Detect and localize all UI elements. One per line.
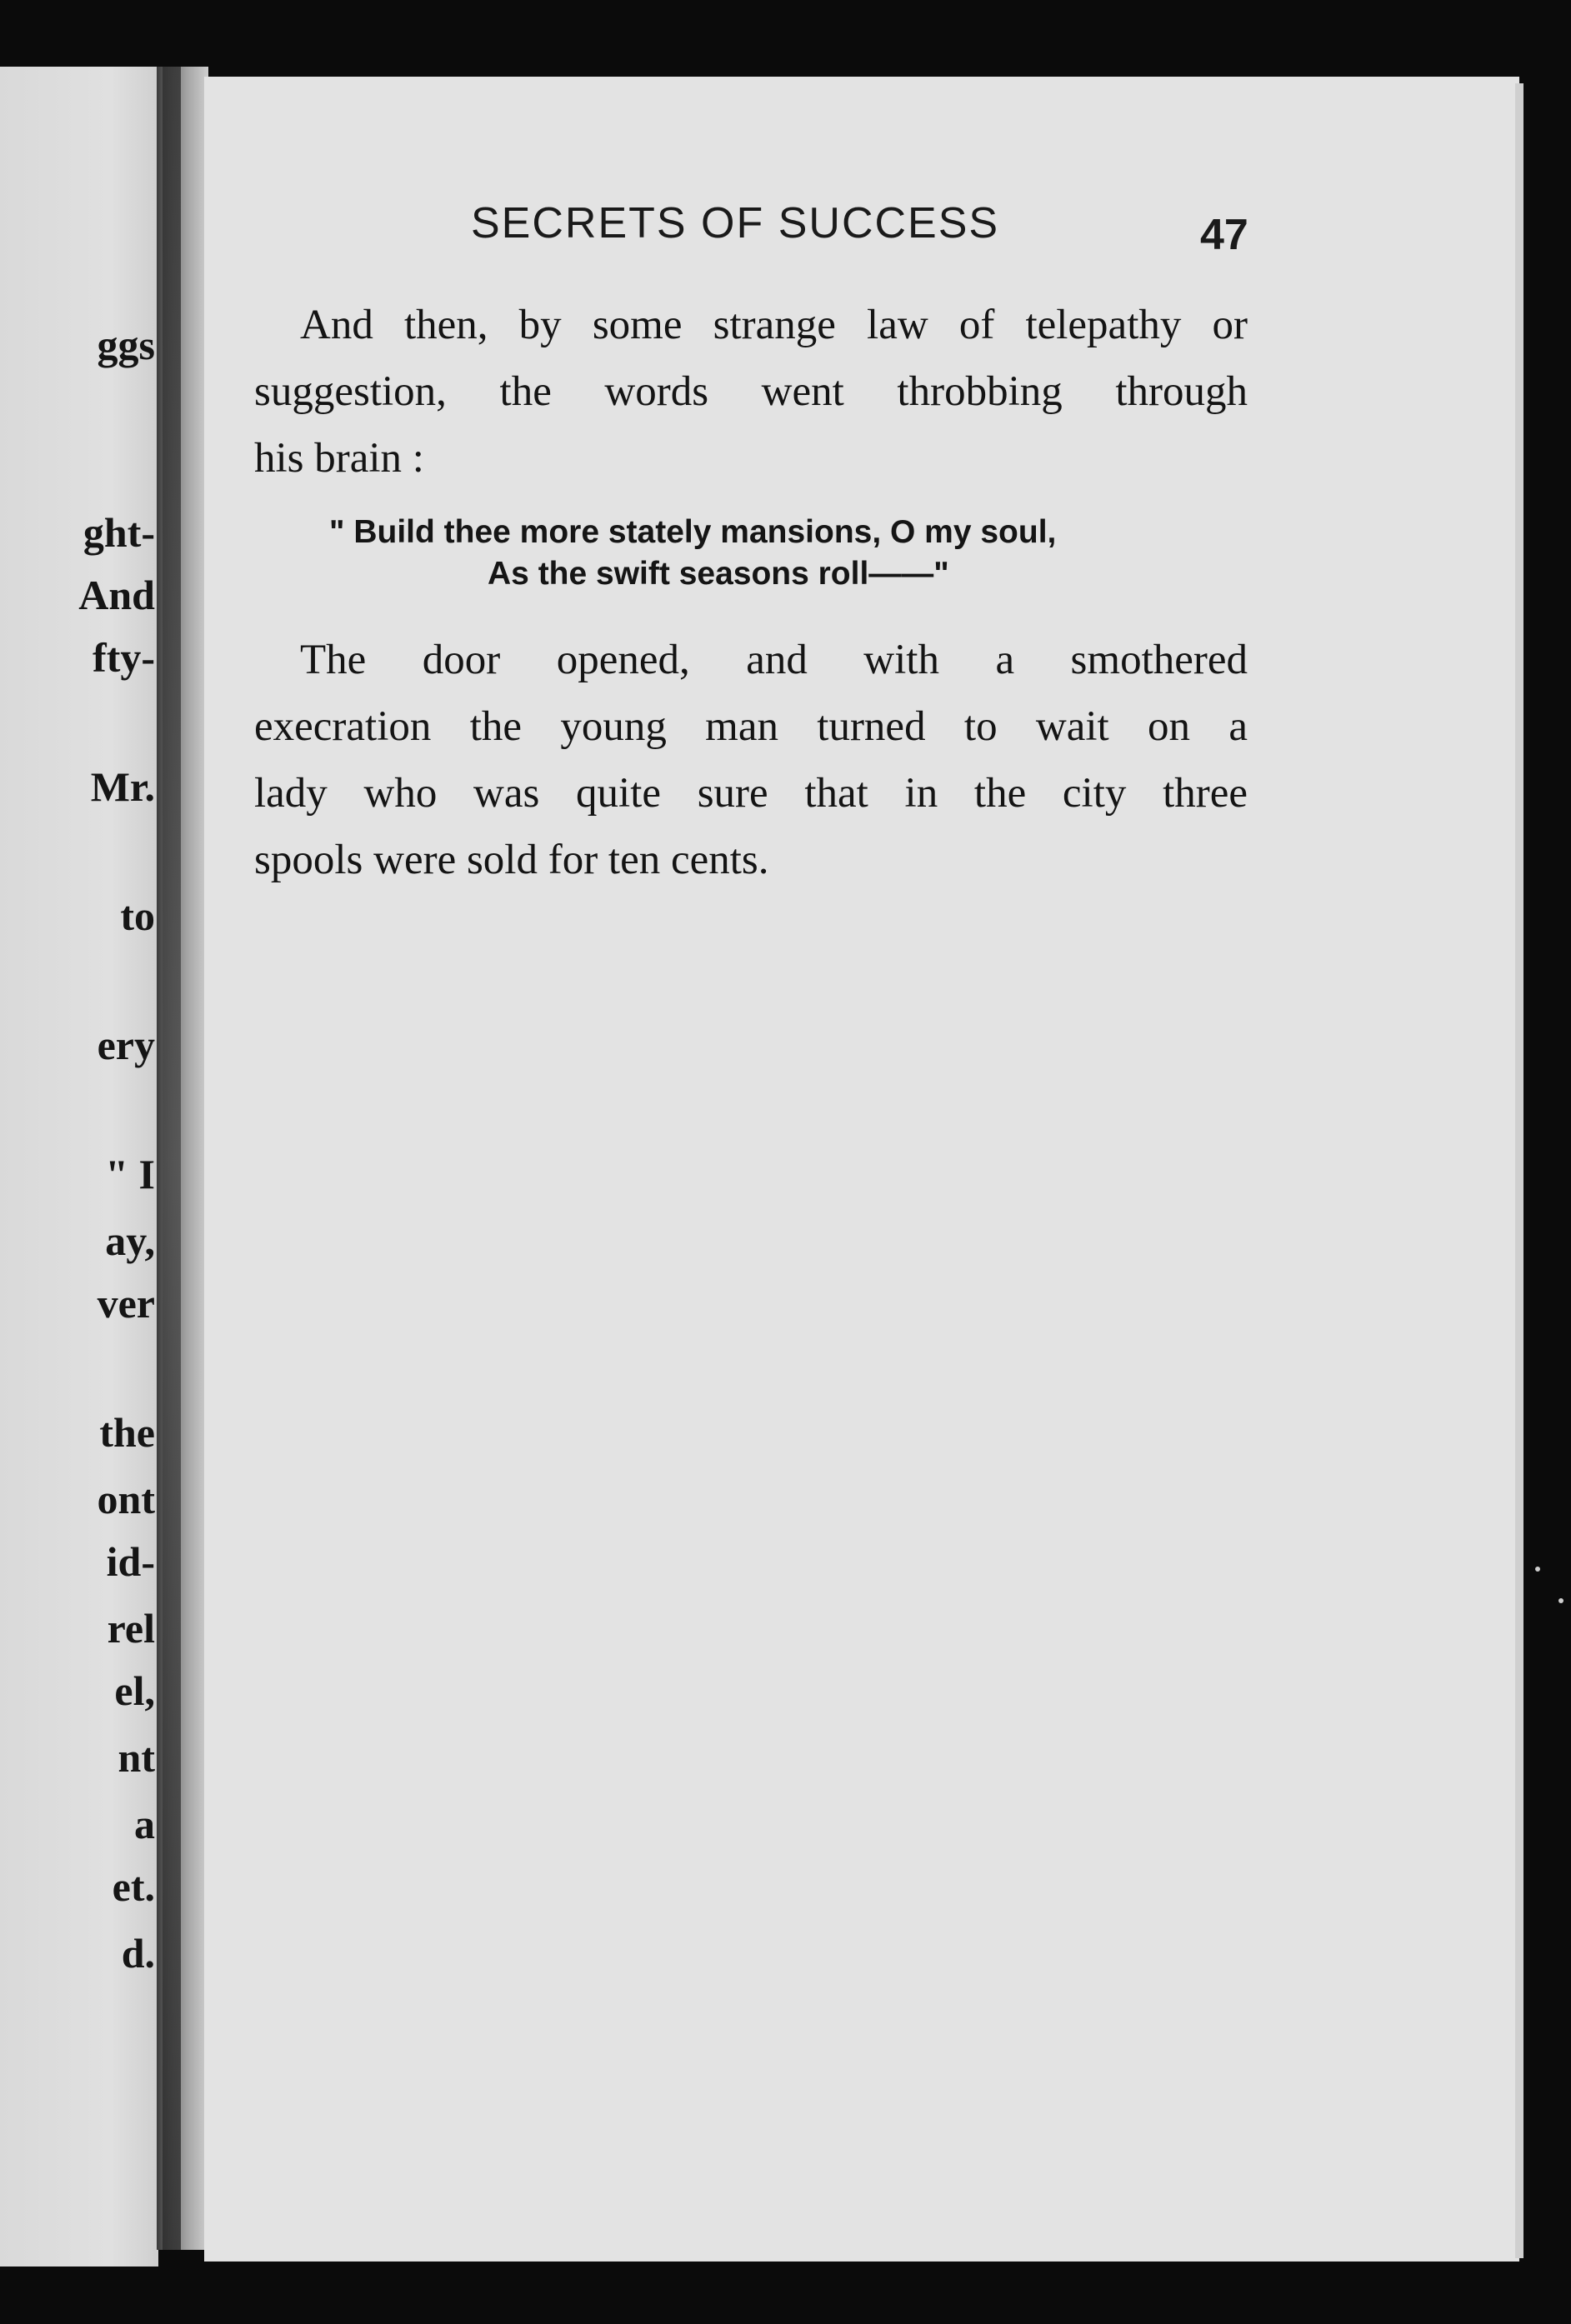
verse-line: " Build thee more stately mansions, O my soul, [329, 514, 1057, 550]
left-fragment-line: a [134, 1801, 155, 1847]
paragraph-line: The door opened, and with a smothered [300, 637, 1248, 683]
scan-speck [1535, 1567, 1540, 1572]
left-fragment-line: And [78, 572, 155, 618]
paragraph-line: lady who was quite sure that in the city three [254, 770, 1248, 817]
running-head: SECRETS OF SUCCESS [471, 199, 1000, 247]
left-fragment-line: ver [97, 1280, 155, 1327]
paragraph-line: his brain : [254, 435, 424, 482]
left-fragment-line: nt [118, 1734, 155, 1781]
left-fragment-line: ggs [97, 322, 155, 368]
left-fragment-line: ery [97, 1022, 155, 1068]
book-spine [163, 67, 181, 2250]
left-fragment-line: et. [112, 1863, 155, 1910]
paragraph-line: suggestion, the words went throbbing through [254, 368, 1248, 415]
paragraph-line: execration the young man turned to wait on a [254, 703, 1248, 750]
left-page-fragment [0, 67, 158, 2267]
left-fragment-line: el, [114, 1667, 155, 1714]
left-fragment-line: " I [105, 1151, 155, 1197]
left-fragment-line: d. [121, 1930, 155, 1977]
paragraph-line: spools were sold for ten cents. [254, 837, 769, 883]
left-fragment-line: id- [106, 1538, 155, 1585]
paragraph-2 [254, 627, 1248, 893]
left-fragment-line: Mr. [90, 763, 155, 810]
page-edge [1515, 83, 1523, 2258]
paragraph-1 [254, 292, 1248, 492]
page-number: 47 [1200, 211, 1248, 259]
verse-quotation [329, 512, 1179, 595]
left-fragment-line: ont [97, 1476, 155, 1522]
left-fragment-line: fty- [93, 634, 155, 681]
left-fragment-line: the [99, 1409, 155, 1456]
left-fragment-line: to [120, 892, 155, 939]
left-fragment-line: rel [107, 1605, 155, 1652]
left-fragment-line: ght- [83, 509, 155, 556]
left-fragment-line: ay, [105, 1217, 155, 1264]
paragraph-line: And then, by some strange law of telepathy or [300, 302, 1248, 348]
scan-speck [1558, 1598, 1563, 1603]
verse-line: As the swift seasons roll——" [488, 556, 949, 592]
